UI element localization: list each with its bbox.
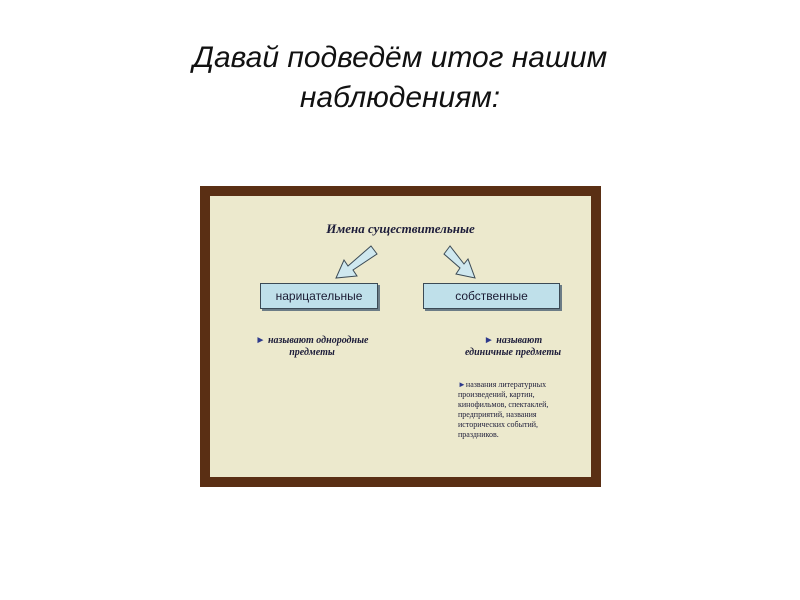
- diagram-frame: [200, 186, 601, 487]
- proper-nouns-label: собственные: [455, 289, 528, 303]
- slide-title: [0, 38, 800, 118]
- example-line: кинофильмов, спектаклей,: [458, 400, 549, 409]
- arrow-right-icon: [444, 246, 475, 278]
- proper-desc-line-2: единичные предметы: [464, 347, 562, 358]
- bullet-icon: ►: [255, 335, 266, 346]
- proper-nouns-description: [438, 335, 588, 359]
- example-line: предприятий, названия: [458, 410, 537, 419]
- example-line: названия литературных: [465, 380, 547, 389]
- slide-title-line-1: Давай подведём итог нашим: [192, 41, 608, 74]
- common-nouns-description: [232, 335, 392, 359]
- common-desc-line-1: называют однородные: [267, 335, 369, 346]
- proper-nouns-examples: [458, 380, 583, 440]
- slide-title-line-2: наблюдениям:: [299, 81, 501, 114]
- bullet-icon: ►: [458, 380, 466, 389]
- example-line: произведений, картин,: [458, 390, 535, 399]
- common-desc-line-2: предметы: [289, 347, 335, 358]
- diagram-title: Имена существительные: [326, 221, 475, 236]
- proper-desc-line-1: называют: [496, 335, 543, 346]
- arrow-left-icon: [336, 246, 377, 278]
- bullet-icon: ►: [483, 335, 494, 346]
- proper-nouns-box: [423, 283, 560, 309]
- common-nouns-label: нарицательные: [275, 289, 363, 303]
- example-line: исторических событий,: [458, 420, 539, 429]
- example-line: праздников.: [458, 430, 499, 439]
- diagram-panel: [210, 196, 591, 477]
- common-nouns-box: [260, 283, 378, 309]
